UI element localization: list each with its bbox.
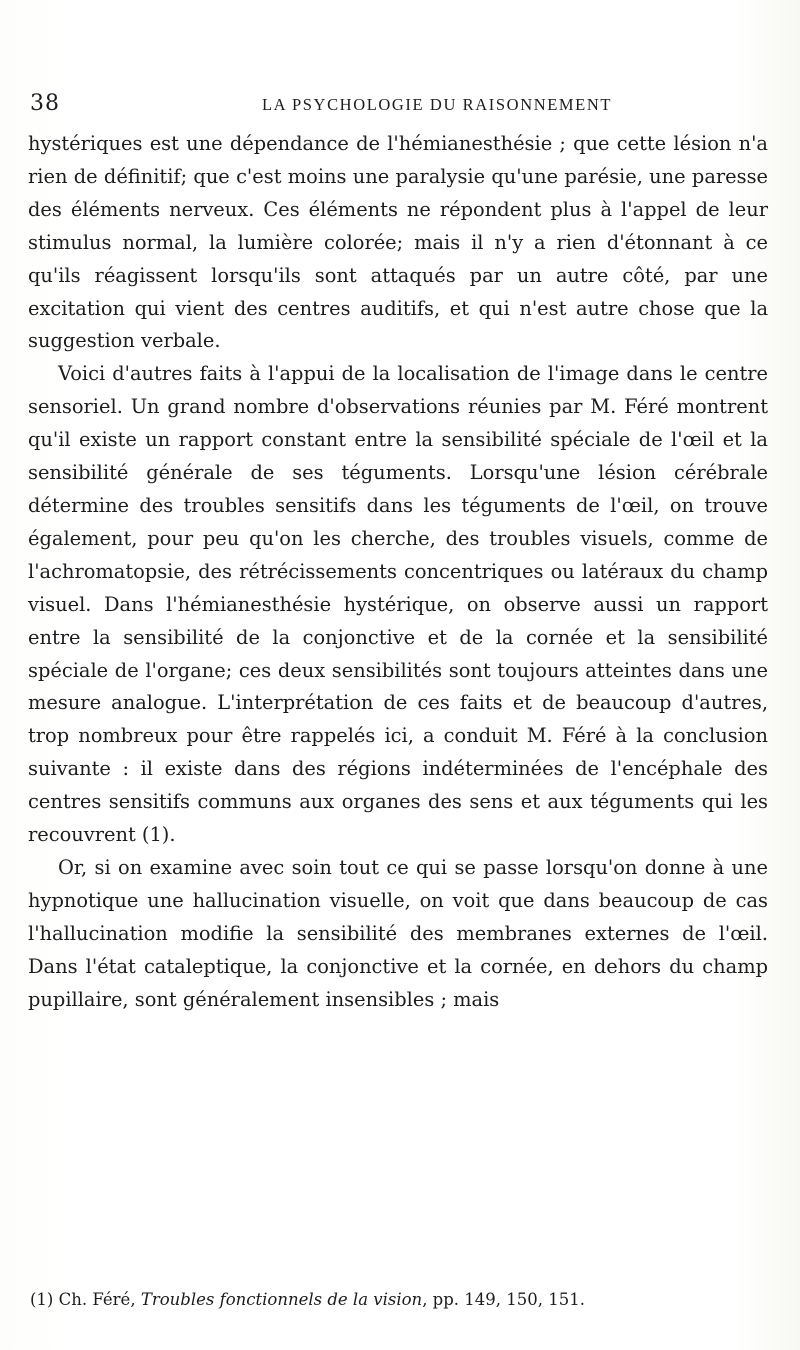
page-number: 38 bbox=[30, 91, 60, 116]
footnote-marker: (1) Ch. Féré, bbox=[30, 1290, 141, 1309]
paragraph-localisation: Voici d'autres faits à l'appui de la localisation de l'image dans le centre sensoriel. Un grand nombre d'observations réunies par M. Féré montrent qu'il existe un rapport constant entre la sensibilité spéciale de l'œil et la sensibilité générale de ses téguments. Lorsqu'une lésion cérébrale détermine des troubles sensitifs dans les téguments de l'œil, on trouve également, pour peu qu'on les cherche, des troubles visuels, comme de l'achromatopsie, des rétrécissements concentriques ou latéraux du champ visuel. Dans l'hémianesthésie hystérique, on observe aussi un rapport entre la sensibilité de la conjonctive et de la cornée et la sensibilité spéciale de l'organe; ces deux sensibilités sont toujours atteintes dans une mesure analogue. L'interprétation de ces faits et de beaucoup d'autres, trop nombreux pour être rappelés ici, a conduit M. Féré à la conclusion suivante : il existe dans des régions indéterminées de l'encéphale des centres sensitifs communs aux organes des sens et aux téguments qui les recouvrent (1). bbox=[28, 362, 768, 847]
footnote-pages: , pp. 149, 150, 151. bbox=[422, 1290, 585, 1309]
paragraph-continued: hystériques est une dépendance de l'hémianesthésie ; que cette lésion n'a rien de définitif; que c'est moins une paralysie qu'une parésie, une paresse des éléments nerveux. Ces éléments ne répondent plus à l'appel de leur stimulus normal, la lumière colorée; mais il n'y a rien d'étonnant à ce qu'ils réagissent lorsqu'ils sont attaqués par un autre côté, par une excitation qui vient des centres auditifs, et qui n'est autre chose que la suggestion verbale. bbox=[28, 132, 768, 353]
paragraph-hallucination: Or, si on examine avec soin tout ce qui se passe lorsqu'on donne à une hypnotique une hallucination visuelle, on voit que dans beaucoup de cas l'hallucination modifie la sensibilité des membranes externes de l'œil. Dans l'état cataleptique, la conjonctive et la cornée, en dehors du champ pupillaire, sont généralement insensibles ; mais bbox=[28, 855, 768, 1011]
body-text bbox=[28, 128, 768, 1016]
running-head bbox=[0, 91, 800, 119]
footnote bbox=[30, 1288, 770, 1312]
footnote-title: Troubles fonctionnels de la vision bbox=[140, 1290, 423, 1309]
running-title: LA PSYCHOLOGIE DU RAISONNEMENT bbox=[262, 95, 613, 114]
